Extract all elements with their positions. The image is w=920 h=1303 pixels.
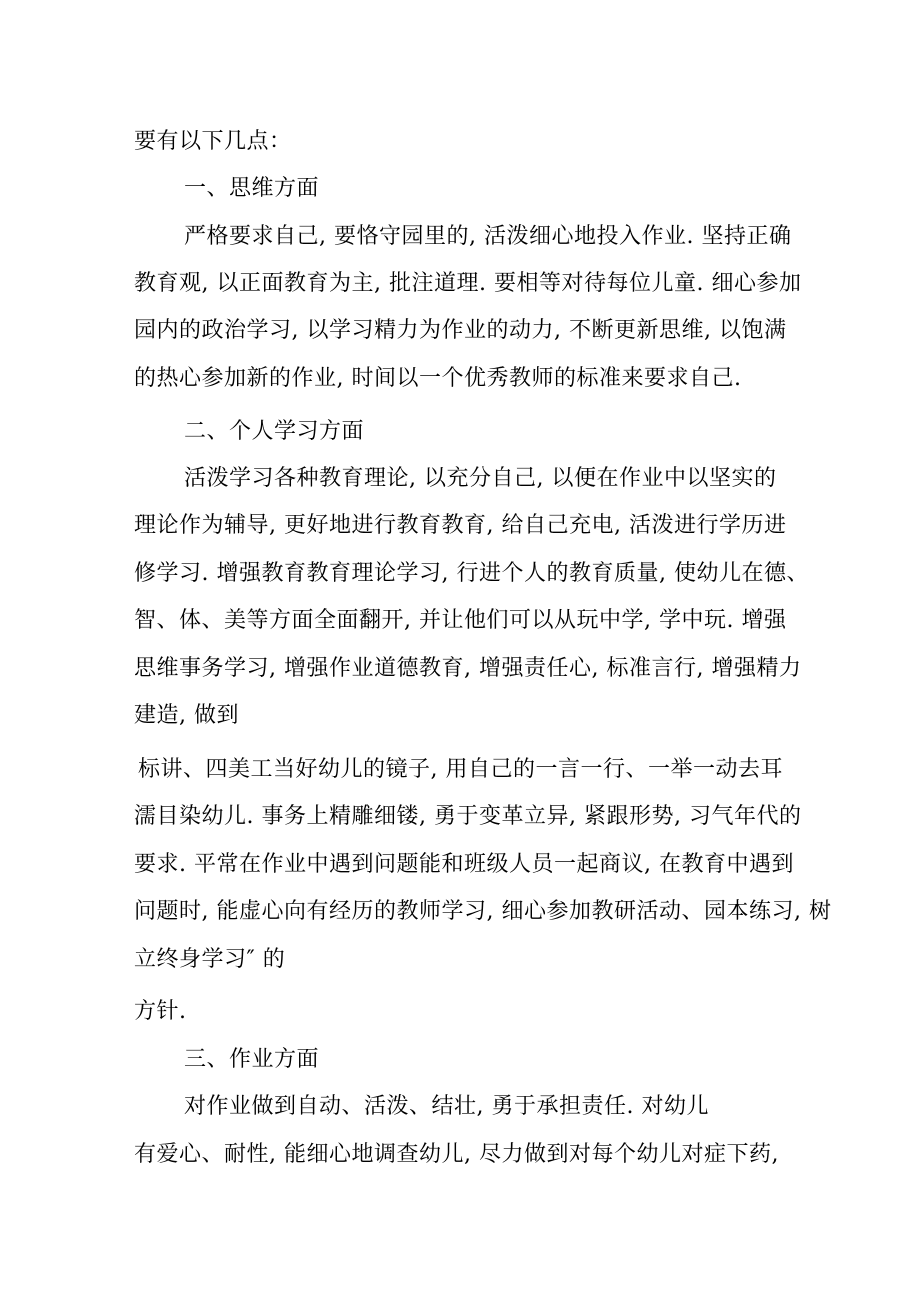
paragraph-line: 的热心参加新的作业, 时间以一个优秀教师的标准来要求自己.	[134, 366, 742, 391]
paragraph-line: 要求. 平常在作业中遇到问题能和班级人员一起商议, 在教育中遇到	[134, 852, 794, 877]
paragraph-line: 园内的政治学习, 以学习精力为作业的动力, 不断更新思维, 以饱满	[134, 318, 787, 343]
paragraph-line: 修学习. 增强教育教育理论学习, 行进个人的教育质量, 使幼儿在德、	[134, 561, 809, 586]
section-heading-work: 三、作业方面	[184, 1047, 320, 1072]
paragraph-line: 立终身学习″ 的	[134, 947, 286, 972]
paragraph-line: 濡目染幼儿. 事务上精雕细镂, 勇于变革立异, 紧跟形势, 习气年代的	[134, 804, 802, 829]
paragraph-line: 活泼学习各种教育理论, 以充分自己, 以便在作业中以坚实的	[184, 466, 777, 491]
paragraph-line: 标讲、四美工当好幼儿的镜子, 用自己的一言一行、一举一动去耳	[138, 757, 783, 782]
paragraph-line: 理论作为辅导, 更好地进行教育教育, 给自己充电, 活泼进行学历进	[134, 513, 787, 538]
paragraph-line: 对作业做到自动、活泼、结壮, 勇于承担责任. 对幼儿	[184, 1094, 709, 1119]
paragraph-line: 有爱心、耐性, 能细心地调查幼儿, 尽力做到对每个幼儿对症下药,	[134, 1142, 779, 1167]
paragraph-line: 教育观, 以正面教育为主, 批注道理. 要相等对待每位儿童. 细心参加	[134, 271, 802, 296]
text-line-intro: 要有以下几点：	[134, 129, 292, 154]
paragraph-line: 思维事务学习, 增强作业道德教育, 增强责任心, 标准言行, 增强精力	[134, 656, 802, 681]
paragraph-line: 严格要求自己, 要恪守园里的, 活泼细心地投入作业. 坚持正确	[184, 224, 792, 249]
paragraph-line: 问题时, 能虚心向有经历的教师学习, 细心参加教研活动、园本练习, 树	[134, 899, 832, 924]
paragraph-line: 建造, 做到	[134, 703, 239, 728]
paragraph-line: 智、体、美等方面全面翻开, 并让他们可以从玩中学, 学中玩. 增强	[134, 608, 787, 633]
section-heading-thinking: 一、思维方面	[184, 176, 320, 201]
section-heading-study: 二、个人学习方面	[184, 419, 365, 444]
paragraph-line: 方针.	[134, 999, 187, 1024]
